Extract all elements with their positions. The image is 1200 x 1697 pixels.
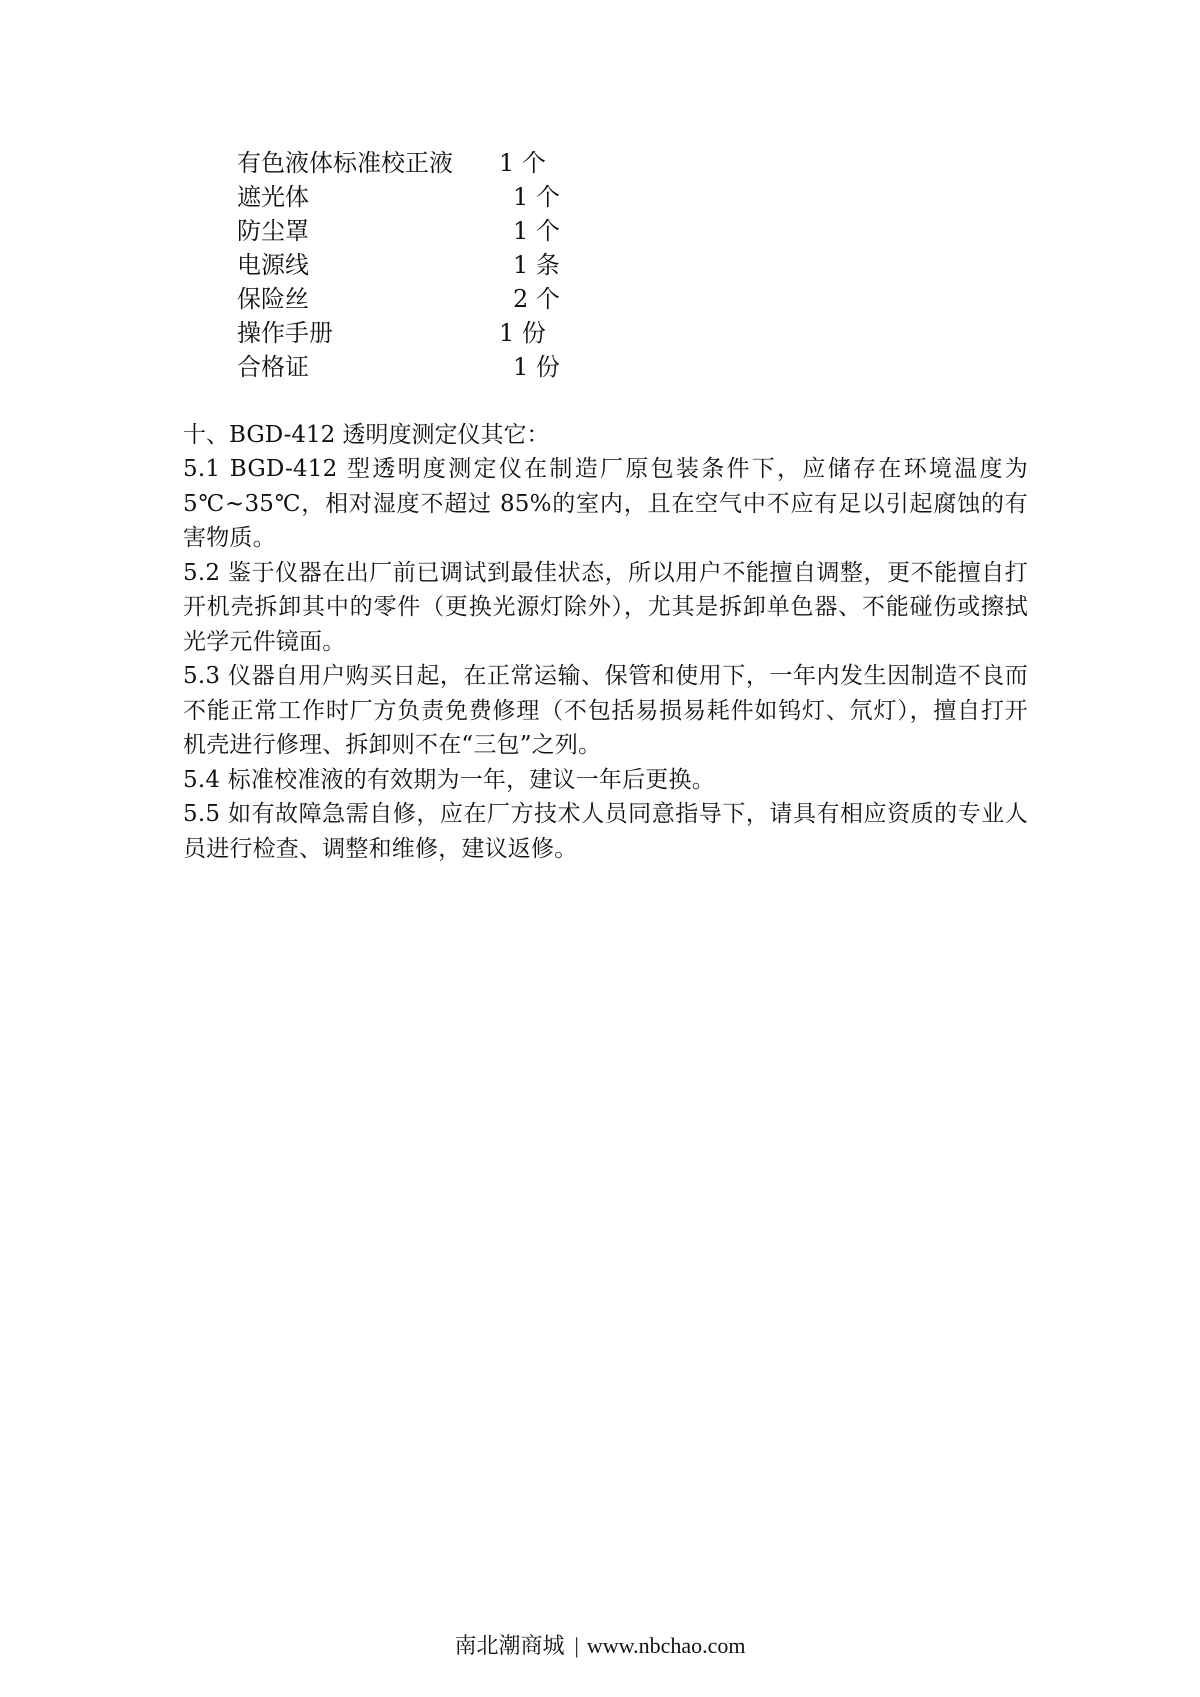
item-quantity: 1 个: [513, 217, 560, 245]
item-quantity: 1 份: [499, 319, 546, 347]
paragraph-5-4: 5.4 标准校准液的有效期为一年，建议一年后更换。: [183, 766, 715, 793]
list-item: [237, 282, 637, 316]
item-name: 有色液体标准校正液: [237, 149, 453, 177]
list-item: [237, 350, 637, 384]
item-name: 操作手册: [237, 319, 333, 347]
section-other: [183, 418, 1028, 866]
accessory-list: [237, 146, 637, 384]
paragraph-5-1: 5.1 BGD-412 型透明度测定仪在制造厂原包装条件下，应储存在环境温度为 5℃~35℃，相对湿度不超过 85%的室内，且在空气中不应有足以引起腐蚀的有害物质。: [183, 456, 1028, 551]
paragraph-5-3: 5.3 仪器自用户购买日起，在正常运输、保管和使用下，一年内发生因制造不良而不能正常工作时厂方负责免费修理（不包括易损易耗件如钨灯、氘灯），擅自打开机壳进行修理、拆卸则不在“三包”之列。: [183, 663, 1028, 758]
list-item: [237, 248, 637, 282]
item-quantity: 1 条: [513, 251, 560, 279]
item-name: 遮光体: [237, 183, 309, 211]
list-item: [237, 316, 637, 350]
footer-site-name: 南北潮商城: [454, 1633, 565, 1658]
item-quantity: 2 个: [513, 285, 560, 313]
page-footer: [0, 1631, 1200, 1661]
section-heading: 十、BGD-412 透明度测定仪其它：: [183, 422, 550, 448]
item-name: 防尘罩: [237, 217, 309, 245]
item-name: 合格证: [237, 353, 309, 381]
footer-separator: |: [574, 1633, 579, 1658]
list-item: [237, 146, 637, 180]
item-quantity: 1 个: [499, 149, 546, 177]
list-item: [237, 214, 637, 248]
paragraph-5-2: 5.2 鉴于仪器在出厂前已调试到最佳状态，所以用户不能擅自调整，更不能擅自打开机壳拆卸其中的零件（更换光源灯除外），尤其是拆卸单色器、不能碰伤或擦拭光学元件镜面。: [183, 559, 1028, 655]
list-item: [237, 180, 637, 214]
item-quantity: 1 份: [513, 353, 560, 381]
footer-url-link[interactable]: www.nbchao.com: [586, 1633, 746, 1658]
item-name: 保险丝: [237, 285, 309, 313]
item-name: 电源线: [237, 251, 309, 279]
item-quantity: 1 个: [513, 183, 560, 211]
paragraph-5-5: 5.5 如有故障急需自修，应在厂方技术人员同意指导下，请具有相应资质的专业人员进行检查、调整和维修，建议返修。: [183, 801, 1028, 862]
